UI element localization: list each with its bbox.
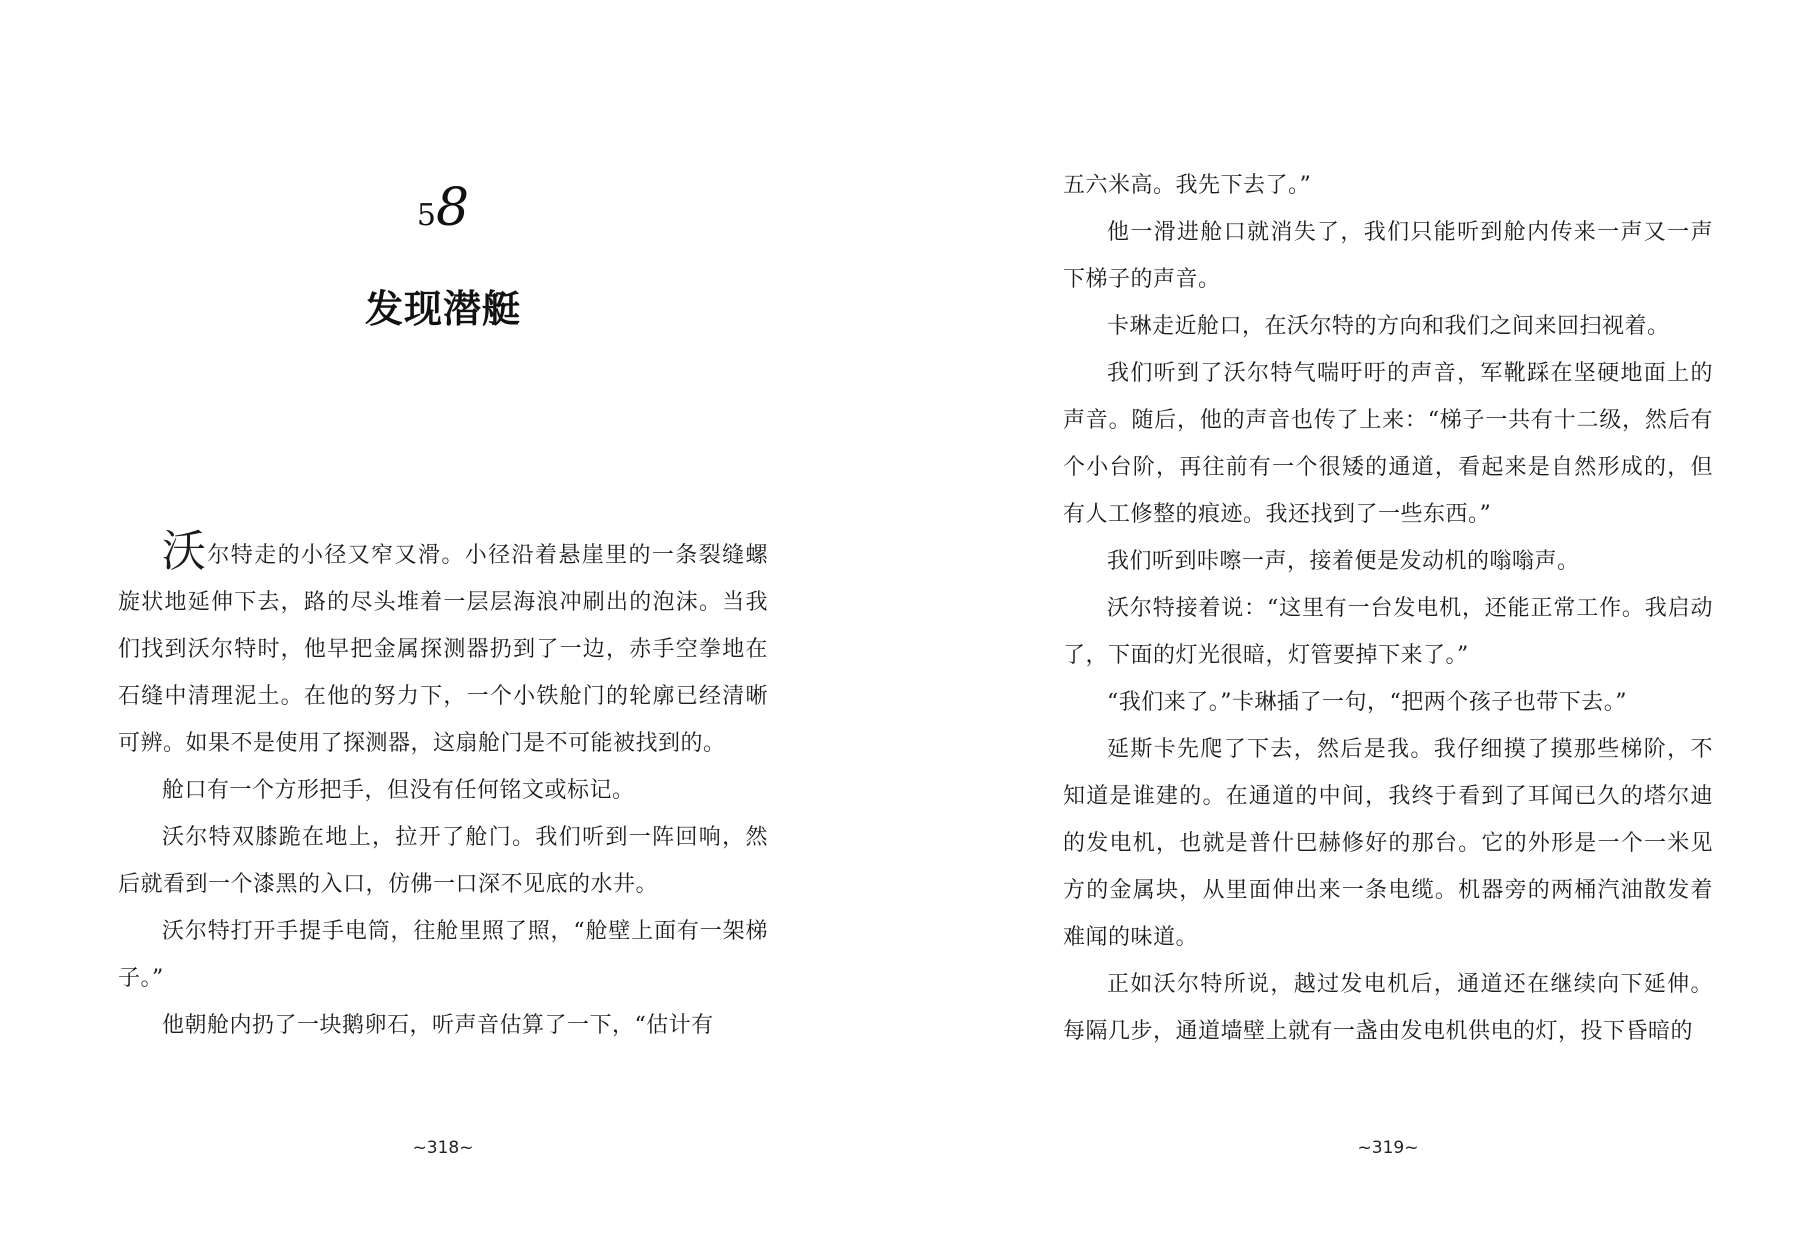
chapter-number-ones: 8 — [436, 178, 470, 238]
continuation-paragraph: 五六米高。我先下去了。” — [1063, 173, 1312, 198]
opening-paragraph — [118, 528, 768, 767]
paragraph: 舱口有一个方形把手，但没有任何铭文或标记。 — [162, 778, 635, 803]
paragraph: 正如沃尔特所说，越过发电机后，通道还在继续向下延伸。每隔几步，通道墙壁上就有一盏由发电机供电的灯，投下昏暗的 — [1063, 972, 1713, 1044]
page-number-left: ~318~ — [412, 1138, 474, 1158]
chapter-title: 发现潜艇 — [364, 287, 521, 331]
page-number-right: ~319~ — [1357, 1138, 1419, 1158]
paragraph: 沃尔特接着说：“这里有一台发电机，还能正常工作。我启动了，下面的灯光很暗，灯管要掉下来了。” — [1063, 596, 1713, 668]
left-page — [118, 0, 768, 1240]
paragraph: 延斯卡先爬了下去，然后是我。我仔细摸了摸那些梯阶，不知道是谁建的。在通道的中间，我终于看到了耳闻已久的塔尔迪的发电机，也就是普什巴赫修好的那台。它的外形是一个一米见方的金属块，从里面伸出来一条电缆。机器旁的两桶汽油散发着难闻的味道。 — [1063, 737, 1713, 950]
opening-paragraph-text: 尔特走的小径又窄又滑。小径沿着悬崖里的一条裂缝螺旋状地延伸下去，路的尽头堆着一层层海浪冲刷出的泡沫。当我们找到沃尔特时，他早把金属探测器扔到了一边，赤手空拳地在石缝中清理泥土。在他的努力下，一个小铁舱门的轮廓已经清晰可辨。如果不是使用了探测器，这扇舱门是不可能被找到的。 — [118, 543, 768, 756]
paragraph: 他朝舱内扔了一块鹅卵石，听声音估算了一下，“估计有 — [162, 1013, 714, 1038]
paragraph: 他一滑进舱口就消失了，我们只能听到舱内传来一声又一声下梯子的声音。 — [1063, 220, 1713, 292]
paragraph: 我们听到了沃尔特气喘吁吁的声音，军靴踩在坚硬地面上的声音。随后，他的声音也传了上来：“梯子一共有十二级，然后有个小台阶，再往前有一个很矮的通道，看起来是自然形成的，但有人工修整的痕迹。我还找到了一些东西。” — [1063, 361, 1713, 527]
paragraph: 卡琳走近舱口，在沃尔特的方向和我们之间来回扫视着。 — [1107, 314, 1670, 339]
drop-cap: 沃 — [162, 526, 208, 577]
paragraph: 我们听到咔嚓一声，接着便是发动机的嗡嗡声。 — [1107, 549, 1580, 574]
right-page — [1063, 0, 1713, 1240]
left-page-body — [118, 528, 768, 1049]
right-page-body — [1063, 162, 1713, 1055]
chapter-number-tens: 5 — [416, 198, 436, 233]
chapter-number — [118, 178, 768, 246]
paragraph: 沃尔特双膝跪在地上，拉开了舱门。我们听到一阵回响，然后就看到一个漆黑的入口，仿佛一口深不见底的水井。 — [118, 825, 768, 897]
paragraph: “我们来了。”卡琳插了一句，“把两个孩子也带下去。” — [1107, 690, 1627, 715]
paragraph: 沃尔特打开手提手电筒，往舱里照了照，“舱壁上面有一架梯子。” — [118, 919, 768, 991]
